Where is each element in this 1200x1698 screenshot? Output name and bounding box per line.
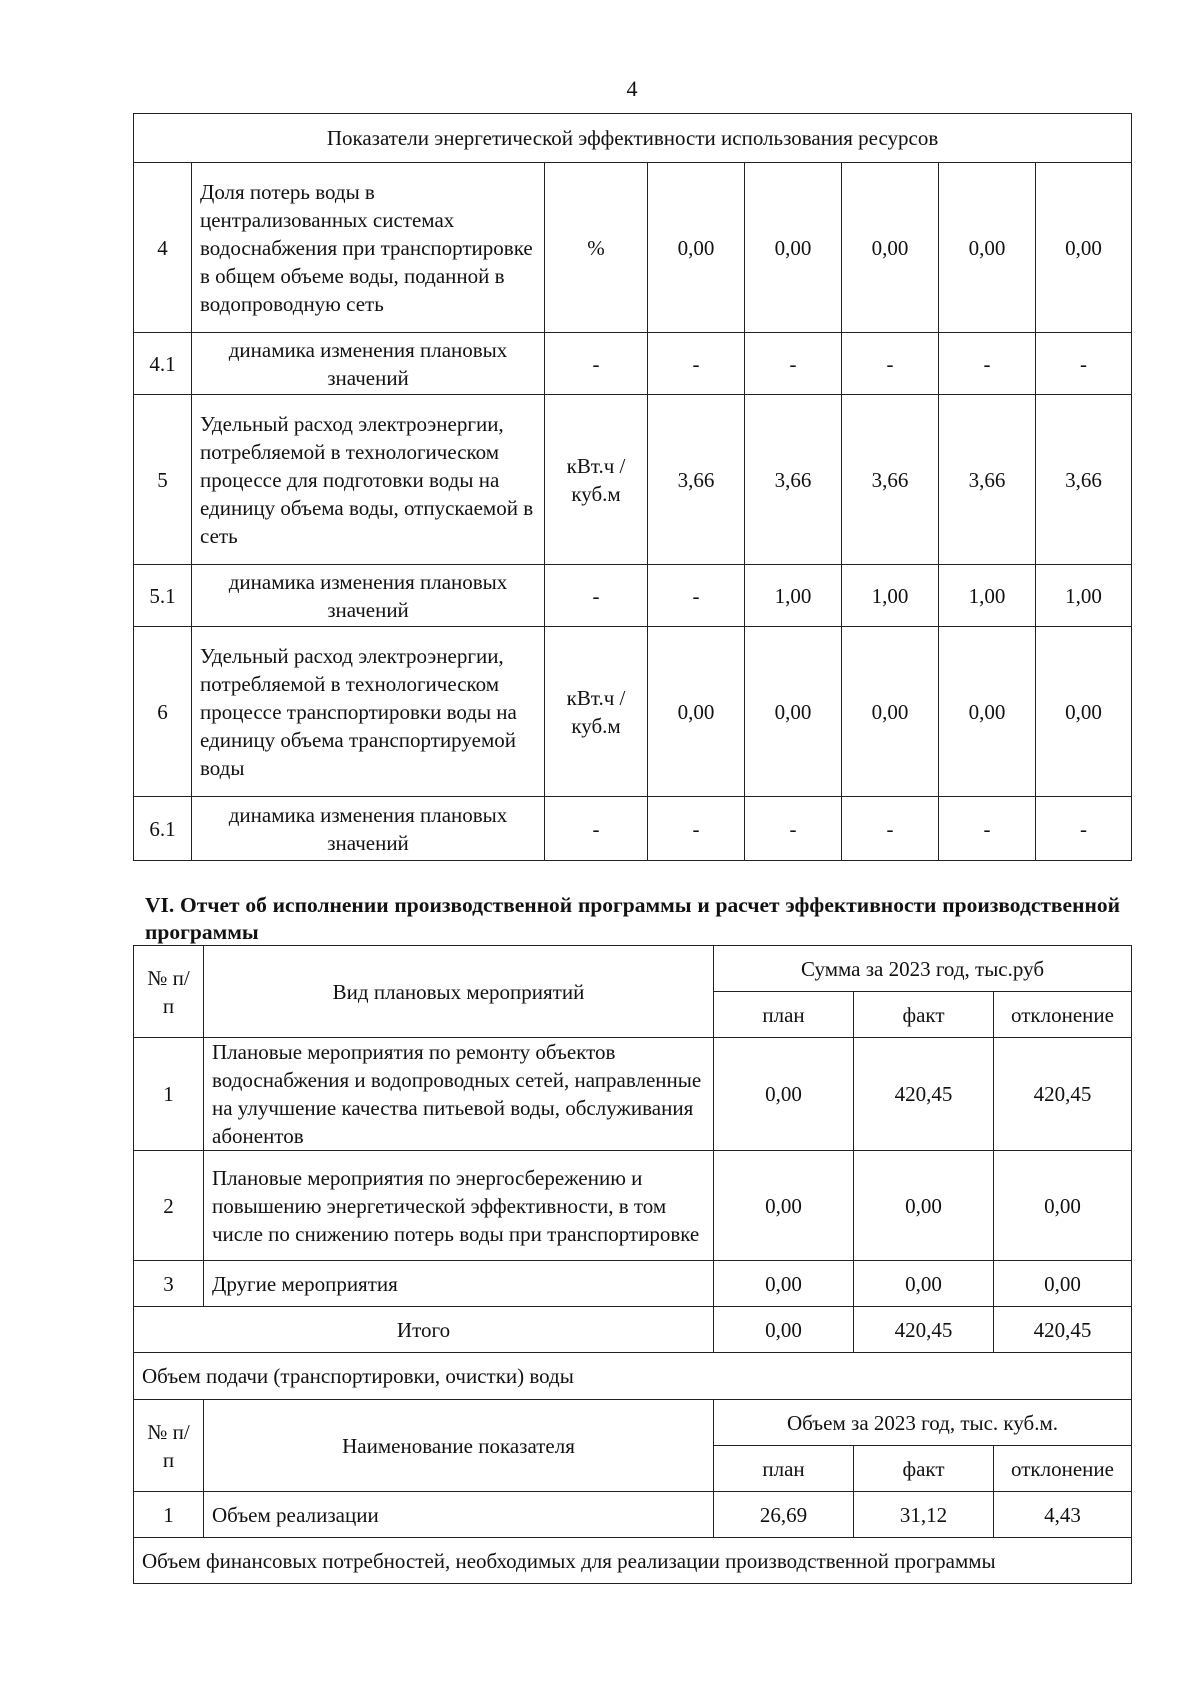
row-number: 4 <box>134 163 192 333</box>
row-number: 6 <box>134 627 192 797</box>
deviation-value: 0,00 <box>994 1261 1132 1307</box>
finance-section-row <box>134 1538 1132 1584</box>
value-cell: 0,00 <box>1036 627 1132 797</box>
value-cell: 3,66 <box>745 395 842 565</box>
volume-header-row <box>134 1400 1132 1446</box>
fact-header: факт <box>854 1446 994 1492</box>
plan-value: 0,00 <box>714 1038 854 1151</box>
plan-value: 0,00 <box>714 1151 854 1261</box>
value-cell: 0,00 <box>745 163 842 333</box>
row-number: 5.1 <box>134 565 192 627</box>
row-number: 3 <box>134 1261 204 1307</box>
num-header: № п/п <box>134 1400 204 1492</box>
table-row <box>134 1261 1132 1307</box>
unit-cell: - <box>545 333 648 395</box>
energy-table-header: Показатели энергетической эффективности использования ресурсов <box>134 114 1132 163</box>
row-number: 4.1 <box>134 333 192 395</box>
deviation-header: отклонение <box>994 992 1132 1038</box>
volume-section-row <box>134 1353 1132 1400</box>
finance-section-label: Объем финансовых потребностей, необходимых для реализации производственной программы <box>134 1538 1132 1584</box>
value-cell: 1,00 <box>842 565 939 627</box>
energy-efficiency-table <box>133 113 1132 861</box>
table-row <box>134 333 1132 395</box>
unit-cell: - <box>545 565 648 627</box>
table-row <box>134 1151 1132 1261</box>
value-cell: 1,00 <box>745 565 842 627</box>
value-cell: 0,00 <box>745 627 842 797</box>
volume-header: Объем за 2023 год, тыс. куб.м. <box>714 1400 1132 1446</box>
indicator-name: Удельный расход электроэнергии, потребляемой в технологическом процессе транспортировки воды на единицу объема транспортируемой воды <box>192 627 545 797</box>
value-cell: - <box>745 333 842 395</box>
total-plan: 0,00 <box>714 1307 854 1353</box>
value-cell: 0,00 <box>648 163 745 333</box>
deviation-value: 0,00 <box>994 1151 1132 1261</box>
value-cell: 0,00 <box>939 627 1036 797</box>
indicator-name: динамика изменения плановых значений <box>192 797 545 861</box>
value-cell: - <box>842 333 939 395</box>
total-row <box>134 1307 1132 1353</box>
activity-header: Вид плановых мероприятий <box>204 946 714 1038</box>
plan-value: 0,00 <box>714 1261 854 1307</box>
plan-value: 26,69 <box>714 1492 854 1538</box>
value-cell: 0,00 <box>939 163 1036 333</box>
activity-name: Плановые мероприятия по энергосбережению и повышению энергетической эффективности, в том числе по снижению потерь воды при транспортировке <box>204 1151 714 1261</box>
unit-cell: - <box>545 797 648 861</box>
total-label: Итого <box>134 1307 714 1353</box>
indicator-name: динамика изменения плановых значений <box>192 333 545 395</box>
value-cell: - <box>842 797 939 861</box>
value-cell: - <box>1036 797 1132 861</box>
fact-value: 0,00 <box>854 1261 994 1307</box>
energy-table-header-row <box>134 114 1132 163</box>
total-deviation: 420,45 <box>994 1307 1132 1353</box>
value-cell: 1,00 <box>939 565 1036 627</box>
value-cell: - <box>745 797 842 861</box>
table-row <box>134 1492 1132 1538</box>
unit-cell: кВт.ч / куб.м <box>545 627 648 797</box>
row-number: 6.1 <box>134 797 192 861</box>
deviation-value: 4,43 <box>994 1492 1132 1538</box>
value-cell: 3,66 <box>1036 395 1132 565</box>
plan-header: план <box>714 1446 854 1492</box>
program-report-table <box>133 945 1132 1584</box>
value-cell: - <box>648 797 745 861</box>
plan-header: план <box>714 992 854 1038</box>
unit-cell: кВт.ч / куб.м <box>545 395 648 565</box>
table-row <box>134 163 1132 333</box>
row-number: 1 <box>134 1038 204 1151</box>
value-cell: - <box>939 797 1036 861</box>
value-cell: 3,66 <box>842 395 939 565</box>
num-header: № п/п <box>134 946 204 1038</box>
value-cell: - <box>939 333 1036 395</box>
value-cell: 3,66 <box>939 395 1036 565</box>
value-cell: - <box>648 333 745 395</box>
value-cell: - <box>1036 333 1132 395</box>
indicator-name: Удельный расход электроэнергии, потребляемой в технологическом процессе для подготовки воды на единицу объема воды, отпускаемой в сеть <box>192 395 545 565</box>
value-cell: 0,00 <box>1036 163 1132 333</box>
volume-name-header: Наименование показателя <box>204 1400 714 1492</box>
total-fact: 420,45 <box>854 1307 994 1353</box>
row-number: 5 <box>134 395 192 565</box>
value-cell: 0,00 <box>648 627 745 797</box>
value-cell: 0,00 <box>842 163 939 333</box>
volume-section-label: Объем подачи (транспортировки, очистки) воды <box>134 1353 1132 1400</box>
activity-name: Другие мероприятия <box>204 1261 714 1307</box>
table-row <box>134 1038 1132 1151</box>
unit-cell: % <box>545 163 648 333</box>
table-row <box>134 395 1132 565</box>
activity-name: Плановые мероприятия по ремонту объектов водоснабжения и водопроводных сетей, направленные на улучшение качества питьевой воды, обслуживания абонентов <box>204 1038 714 1151</box>
deviation-header: отклонение <box>994 1446 1132 1492</box>
row-number: 1 <box>134 1492 204 1538</box>
page-number: 4 <box>626 76 638 101</box>
fact-value: 0,00 <box>854 1151 994 1261</box>
indicator-name: Доля потерь воды в централизованных системах водоснабжения при транспортировке в общем объеме воды, поданной в водопроводную сеть <box>192 163 545 333</box>
indicator-name: динамика изменения плановых значений <box>192 565 545 627</box>
value-cell: 3,66 <box>648 395 745 565</box>
section-title: VI. Отчет об исполнении производственной программы и расчет эффективности производственной программы <box>145 893 1120 944</box>
sum-header: Сумма за 2023 год, тыс.руб <box>714 946 1132 992</box>
fact-value: 31,12 <box>854 1492 994 1538</box>
report-header-row <box>134 946 1132 992</box>
value-cell: 1,00 <box>1036 565 1132 627</box>
fact-value: 420,45 <box>854 1038 994 1151</box>
fact-header: факт <box>854 992 994 1038</box>
row-number: 2 <box>134 1151 204 1261</box>
indicator-name: Объем реализации <box>204 1492 714 1538</box>
table-row <box>134 797 1132 861</box>
value-cell: 0,00 <box>842 627 939 797</box>
deviation-value: 420,45 <box>994 1038 1132 1151</box>
table-row <box>134 565 1132 627</box>
value-cell: - <box>648 565 745 627</box>
table-row <box>134 627 1132 797</box>
